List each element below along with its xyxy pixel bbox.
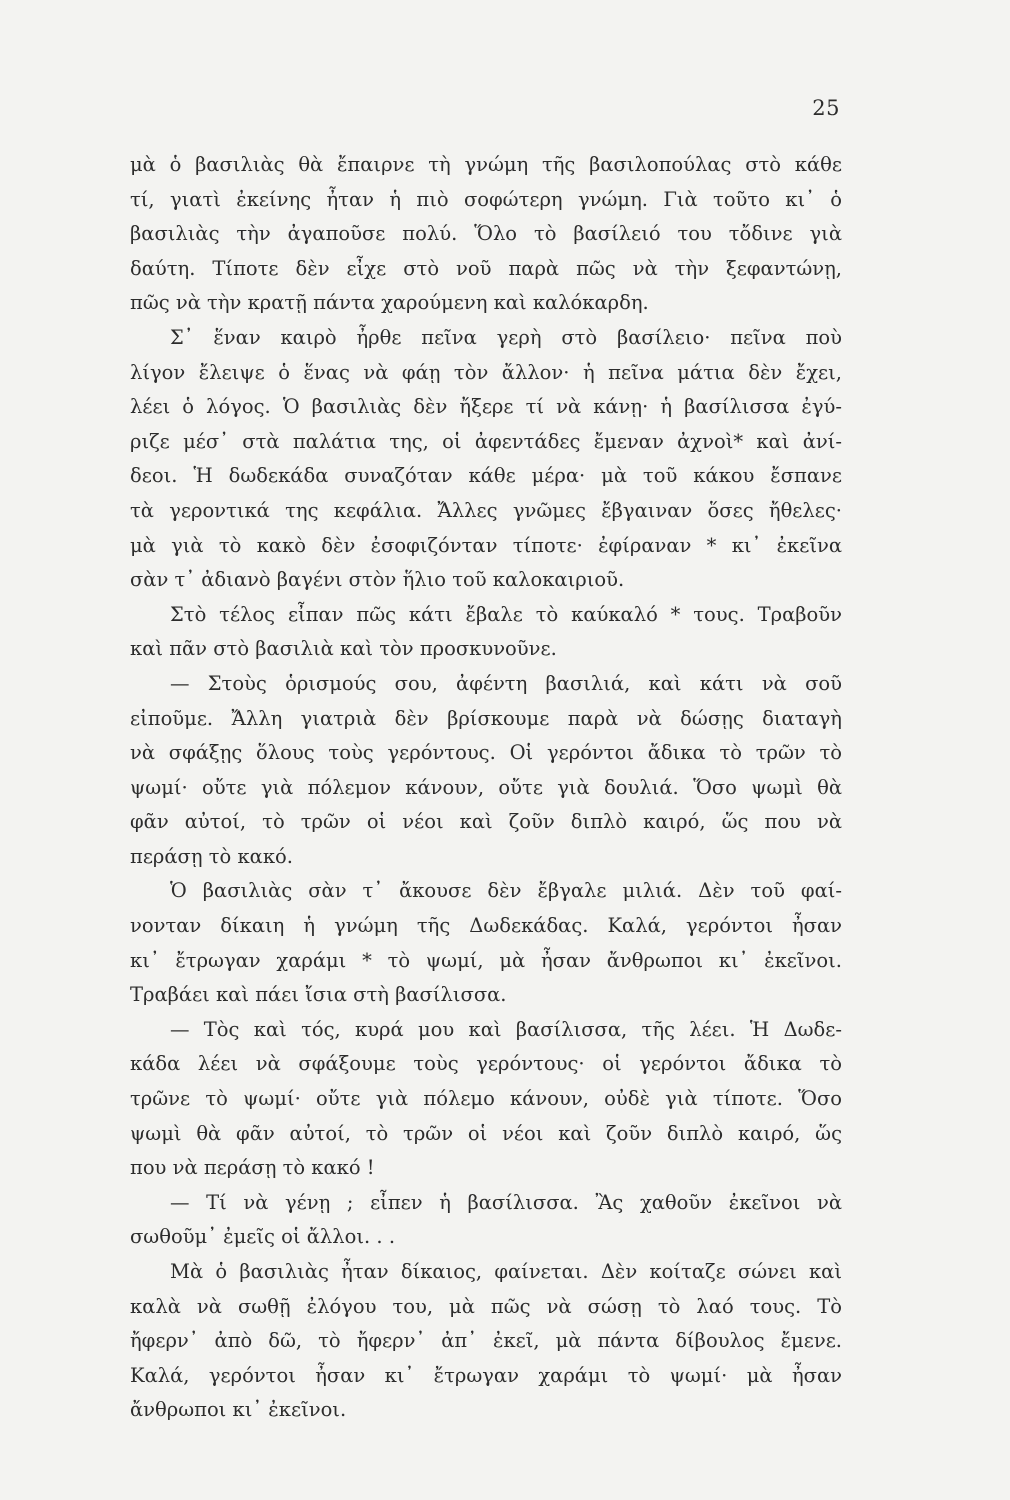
text-line: ριζε μέσ᾿ στὰ παλάτια της, οἱ ἀφεντάδες ἔμεναν ἀχνοὶ* καὶ ἀνί- [130,429,842,453]
text-line: καλὰ νὰ σωθῇ ἐλόγου του, μὰ πῶς νὰ σώσῃ τὸ λαό τους. Τὸ [130,1294,842,1318]
text-line: λέει ὁ λόγος. Ὁ βασιλιὰς δὲν ἤξερε τί νὰ κάνῃ· ἡ βασίλισσα ἐγύ- [130,395,842,419]
text-line: καὶ πᾶν στὸ βασιλιὰ καὶ τὸν προσκυνοῦνε. [130,637,557,661]
text-line: ψωμί· οὔτε γιὰ πόλεμον κάνουν, οὔτε γιὰ δουλιά. Ὅσο ψωμὶ θὰ [130,775,842,799]
text-line: λίγον ἔλειψε ὁ ἕνας νὰ φάῃ τὸν ἄλλον· ἡ πεῖνα μάτια δὲν ἔχει, [130,360,842,384]
text-line: Καλά, γερόντοι ἦσαν κι᾿ ἔτρωγαν χαράμι τὸ ψωμί· μὰ ἦσαν [130,1363,842,1387]
text-line: σὰν τ᾿ ἀδιανὸ βαγένι στὸν ἥλιο τοῦ καλοκαιριοῦ. [130,568,625,592]
text-line: τί, γιατὶ ἐκείνης ἦταν ἡ πιὸ σοφώτερη γνώμη. Γιὰ τοῦτο κι᾿ ὁ [130,187,842,211]
text-line: Σ᾿ ἕναν καιρὸ ἦρθε πεῖνα γερὴ στὸ βασίλειο· πεῖνα ποὺ [170,325,842,349]
text-line: Στὸ τέλος εἶπαν πῶς κάτι ἔβαλε τὸ καύκαλό * τους. Τραβοῦν [170,602,842,626]
body-text [130,148,842,1428]
text-line: βασιλιὰς τὴν ἀγαποῦσε πολύ. Ὅλο τὸ βασίλειό του τὄδινε γιὰ [130,222,842,246]
text-line: — Τί νὰ γένῃ ; εἶπεν ἡ βασίλισσα. Ἂς χαθοῦν ἐκεῖνοι νὰ [170,1190,842,1214]
text-line: Μὰ ὁ βασιλιὰς ἦταν δίκαιος, φαίνεται. Δὲν κοίταζε σώνει καὶ [170,1260,842,1283]
text-line: δαύτη. Τίποτε δὲν εἶχε στὸ νοῦ παρὰ πῶς νὰ τὴν ξεφαντώνῃ, [130,256,842,280]
text-line: ψωμὶ θὰ φᾶν αὐτοί, τὸ τρῶν οἱ νέοι καὶ ζοῦν διπλὸ καιρό, ὥς [130,1121,842,1145]
text-line: νονταν δίκαιη ἡ γνώμη τῆς Δωδεκάδας. Καλά, γερόντοι ἦσαν [130,914,842,938]
text-line: που νὰ περάσῃ τὸ κακό ! [130,1156,375,1180]
page-number: 25 [812,96,840,120]
text-line: ἤφερν᾿ ἀπὸ δῶ, τὸ ἤφερν᾿ ἀπ᾿ ἐκεῖ, μὰ πάντα δίβουλος ἔμενε. [130,1329,842,1353]
text-line: μὰ γιὰ τὸ κακὸ δὲν ἐσοφιζόνταν τίποτε· ἐφίραναν * κι᾿ ἐκεῖνα [130,533,842,557]
text-line: Ὁ βασιλιὰς σὰν τ᾿ ἄκουσε δὲν ἔβγαλε μιλιά. Δὲν τοῦ φαί- [170,879,842,903]
text-line: σωθοῦμ᾿ ἐμεῖς οἱ ἄλλοι. . . [130,1225,396,1249]
text-line: εἰποῦμε. Ἄλλη γιατριὰ δὲν βρίσκουμε παρὰ νὰ δώσῃς διαταγὴ [130,706,842,730]
text-line: περάσῃ τὸ κακό. [130,844,293,868]
text-line: τὰ γεροντικά της κεφάλια. Ἄλλες γνῶμες ἔβγαιναν ὅσες ἤθελες· [130,498,842,522]
text-line: — Στοὺς ὁρισμούς σου, ἀφέντη βασιλιά, καὶ κάτι νὰ σοῦ [170,671,842,695]
text-line: Τραβάει καὶ πάει ἴσια στὴ βασίλισσα. [130,983,507,1007]
text-line: τρῶνε τὸ ψωμί· οὔτε γιὰ πόλεμο κάνουν, οὐδὲ γιὰ τίποτε. Ὅσο [130,1087,842,1111]
text-line: νὰ σφάξῃς ὅλους τοὺς γερόντους. Οἱ γερόντοι ἄδικα τὸ τρῶν τὸ [130,741,842,765]
text-line: μὰ ὁ βασιλιὰς θὰ ἔπαιρνε τὴ γνώμη τῆς βασιλοπούλας στὸ κάθε [130,153,842,176]
text-line: κι᾿ ἔτρωγαν χαράμι * τὸ ψωμί, μὰ ἦσαν ἄνθρωποι κι᾿ ἐκεῖνοι. [130,948,842,972]
text-line: — Τὸς καὶ τός, κυρά μου καὶ βασίλισσα, τῆς λέει. Ἡ Δωδε- [170,1017,842,1041]
text-line: κάδα λέει νὰ σφάξουμε τοὺς γερόντους· οἱ γερόντοι ἄδικα τὸ [130,1052,842,1076]
text-line: ἄνθρωποι κι᾿ ἐκεῖνοι. [130,1398,347,1422]
text-line: δεοι. Ἡ δωδεκάδα συναζόταν κάθε μέρα· μὰ τοῦ κάκου ἔσπανε [130,464,842,488]
text-line: πῶς νὰ τὴν κρατῇ πάντα χαρούμενη καὶ καλόκαρδη. [130,291,649,315]
text-line: φᾶν αὐτοί, τὸ τρῶν οἱ νέοι καὶ ζοῦν διπλὸ καιρό, ὥς που νὰ [130,810,842,834]
